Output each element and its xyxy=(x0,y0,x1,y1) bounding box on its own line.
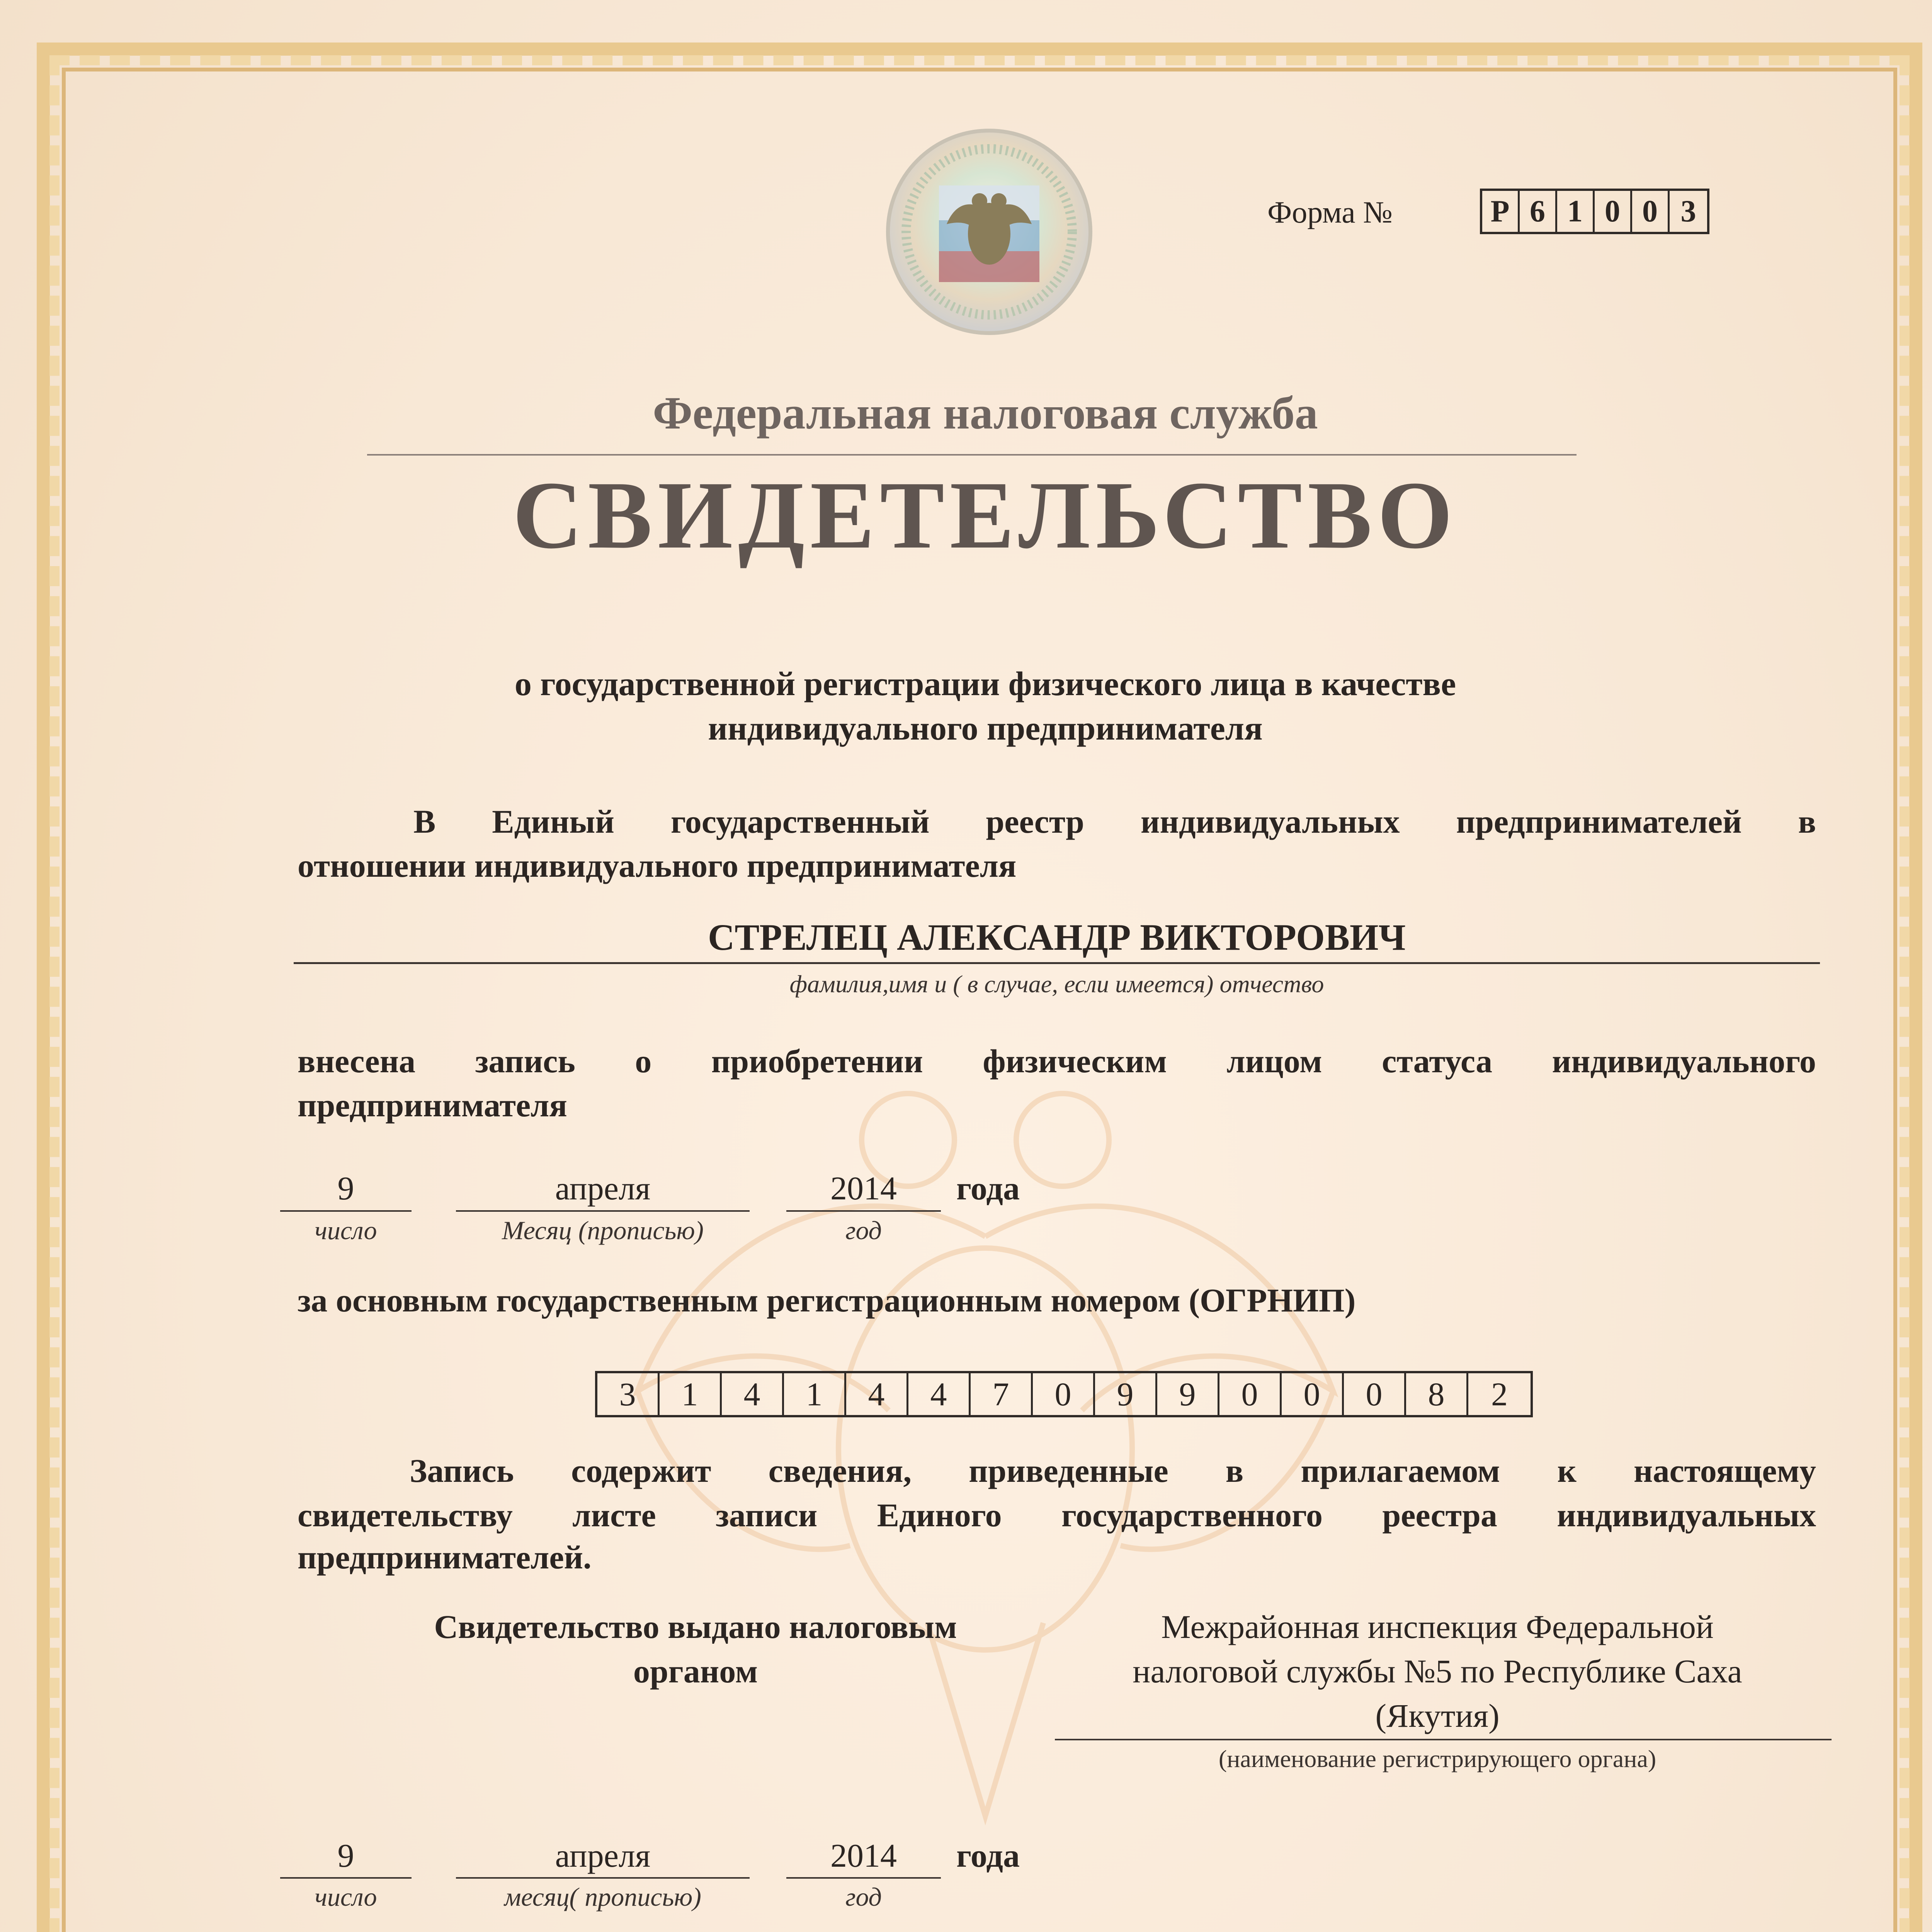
ogrnip-digit: 0 xyxy=(1033,1373,1095,1415)
date2-month-line xyxy=(456,1877,750,1879)
ogrnip-label: за основным государственным регистрационным номером (ОГРНИП) xyxy=(298,1282,1356,1319)
authority-line3: (Якутия) xyxy=(1375,1697,1500,1734)
agency-underline xyxy=(367,454,1577,456)
issued-label-line1: Свидетельство выдано налоговым xyxy=(434,1608,957,1645)
ogrnip-digit: 2 xyxy=(1491,1376,1508,1413)
date2-year-line xyxy=(786,1877,941,1879)
record-line1: Запись содержит сведения, приведенные в прилагаемом к настоящему xyxy=(410,1452,1816,1489)
ogrnip-box xyxy=(595,1371,1533,1417)
ogrnip-digit: 0 xyxy=(1344,1373,1406,1415)
form-code-cell: Р xyxy=(1482,191,1520,232)
form-code-cell: 6 xyxy=(1520,191,1557,232)
issued-label-line2: органом xyxy=(633,1653,758,1690)
ogrnip-digit: 1 xyxy=(660,1373,722,1415)
form-code-cell: 0 xyxy=(1595,191,1632,232)
intro-line1: В Единый государственный реестр индивидуальных предпринимателей в xyxy=(413,803,1816,840)
ogrnip-digit: 4 xyxy=(908,1373,971,1415)
date2-suffix: года xyxy=(956,1837,1020,1874)
authority-caption: (наименование регистрирующего органа) xyxy=(1218,1745,1656,1772)
subtitle-line1: о государственной регистрации физического лица в качестве xyxy=(514,665,1456,703)
ogrnip-digit: 9 xyxy=(1157,1373,1219,1415)
ogrnip-digit: 0 xyxy=(1282,1373,1344,1415)
hologram-emblem-icon xyxy=(881,128,1097,336)
ogrnip-digit: 4 xyxy=(846,1373,908,1415)
record-line2: свидетельству листе записи Единого государственного реестра индивидуальных xyxy=(298,1497,1816,1534)
date2-day: 9 xyxy=(337,1837,354,1874)
authority-line1: Межрайонная инспекция Федеральной xyxy=(1161,1608,1714,1645)
ogrnip-digit: 0 xyxy=(1219,1373,1282,1415)
date2-day-line xyxy=(280,1877,412,1879)
date1-suffix: года xyxy=(956,1170,1020,1207)
person-caption: фамилия,имя и ( в случае, если имеется) отчество xyxy=(789,970,1324,998)
form-code-box xyxy=(1480,189,1709,234)
date1-year-caption: год xyxy=(845,1216,882,1245)
ogrnip-digit: 1 xyxy=(784,1373,846,1415)
ogrnip-digit: 9 xyxy=(1095,1373,1157,1415)
certificate-title: СВИДЕТЕЛЬСТВО xyxy=(512,462,1458,569)
agency-name: Федеральная налоговая служба xyxy=(653,387,1318,439)
ogrnip-digit: 3 xyxy=(597,1373,660,1415)
ogrnip-digit: 4 xyxy=(722,1373,784,1415)
date2-year: 2014 xyxy=(830,1837,897,1874)
ogrnip-digit: 8 xyxy=(1406,1373,1468,1415)
record-line3: предпринимателей. xyxy=(298,1539,592,1576)
entry-line2: предпринимателя xyxy=(298,1087,567,1124)
authority-line2: налоговой службы №5 по Республике Саха xyxy=(1133,1653,1742,1690)
date1-year-line xyxy=(786,1210,941,1212)
date1-month: апреля xyxy=(555,1170,651,1207)
date2-month: апреля xyxy=(555,1837,651,1874)
authority-underline xyxy=(1055,1739,1832,1740)
form-label: Форма № xyxy=(1267,196,1393,230)
subtitle-line2: индивидуального предпринимателя xyxy=(708,710,1263,747)
date2-day-caption: число xyxy=(315,1882,377,1912)
date2-month-caption: месяц( прописью) xyxy=(504,1882,701,1912)
date1-month-caption: Месяц (прописью) xyxy=(502,1216,704,1245)
name-underline xyxy=(294,962,1820,964)
person-name: СТРЕЛЕЦ АЛЕКСАНДР ВИКТОРОВИЧ xyxy=(708,917,1406,958)
date1-month-line xyxy=(456,1210,750,1212)
ogrnip-digit: 7 xyxy=(971,1373,1033,1415)
form-code-cell: 3 xyxy=(1680,194,1696,228)
date1-day: 9 xyxy=(337,1170,354,1207)
intro-line2: отношении индивидуального предпринимателя xyxy=(298,847,1017,884)
date1-day-caption: число xyxy=(315,1216,377,1245)
entry-line1: внесена запись о приобретении физическим лицом статуса индивидуального xyxy=(298,1043,1816,1080)
form-code-cell: 1 xyxy=(1557,191,1595,232)
date1-day-line xyxy=(280,1210,412,1212)
form-code-cell: 0 xyxy=(1632,191,1670,232)
date2-year-caption: год xyxy=(845,1882,882,1912)
date1-year: 2014 xyxy=(830,1170,897,1207)
